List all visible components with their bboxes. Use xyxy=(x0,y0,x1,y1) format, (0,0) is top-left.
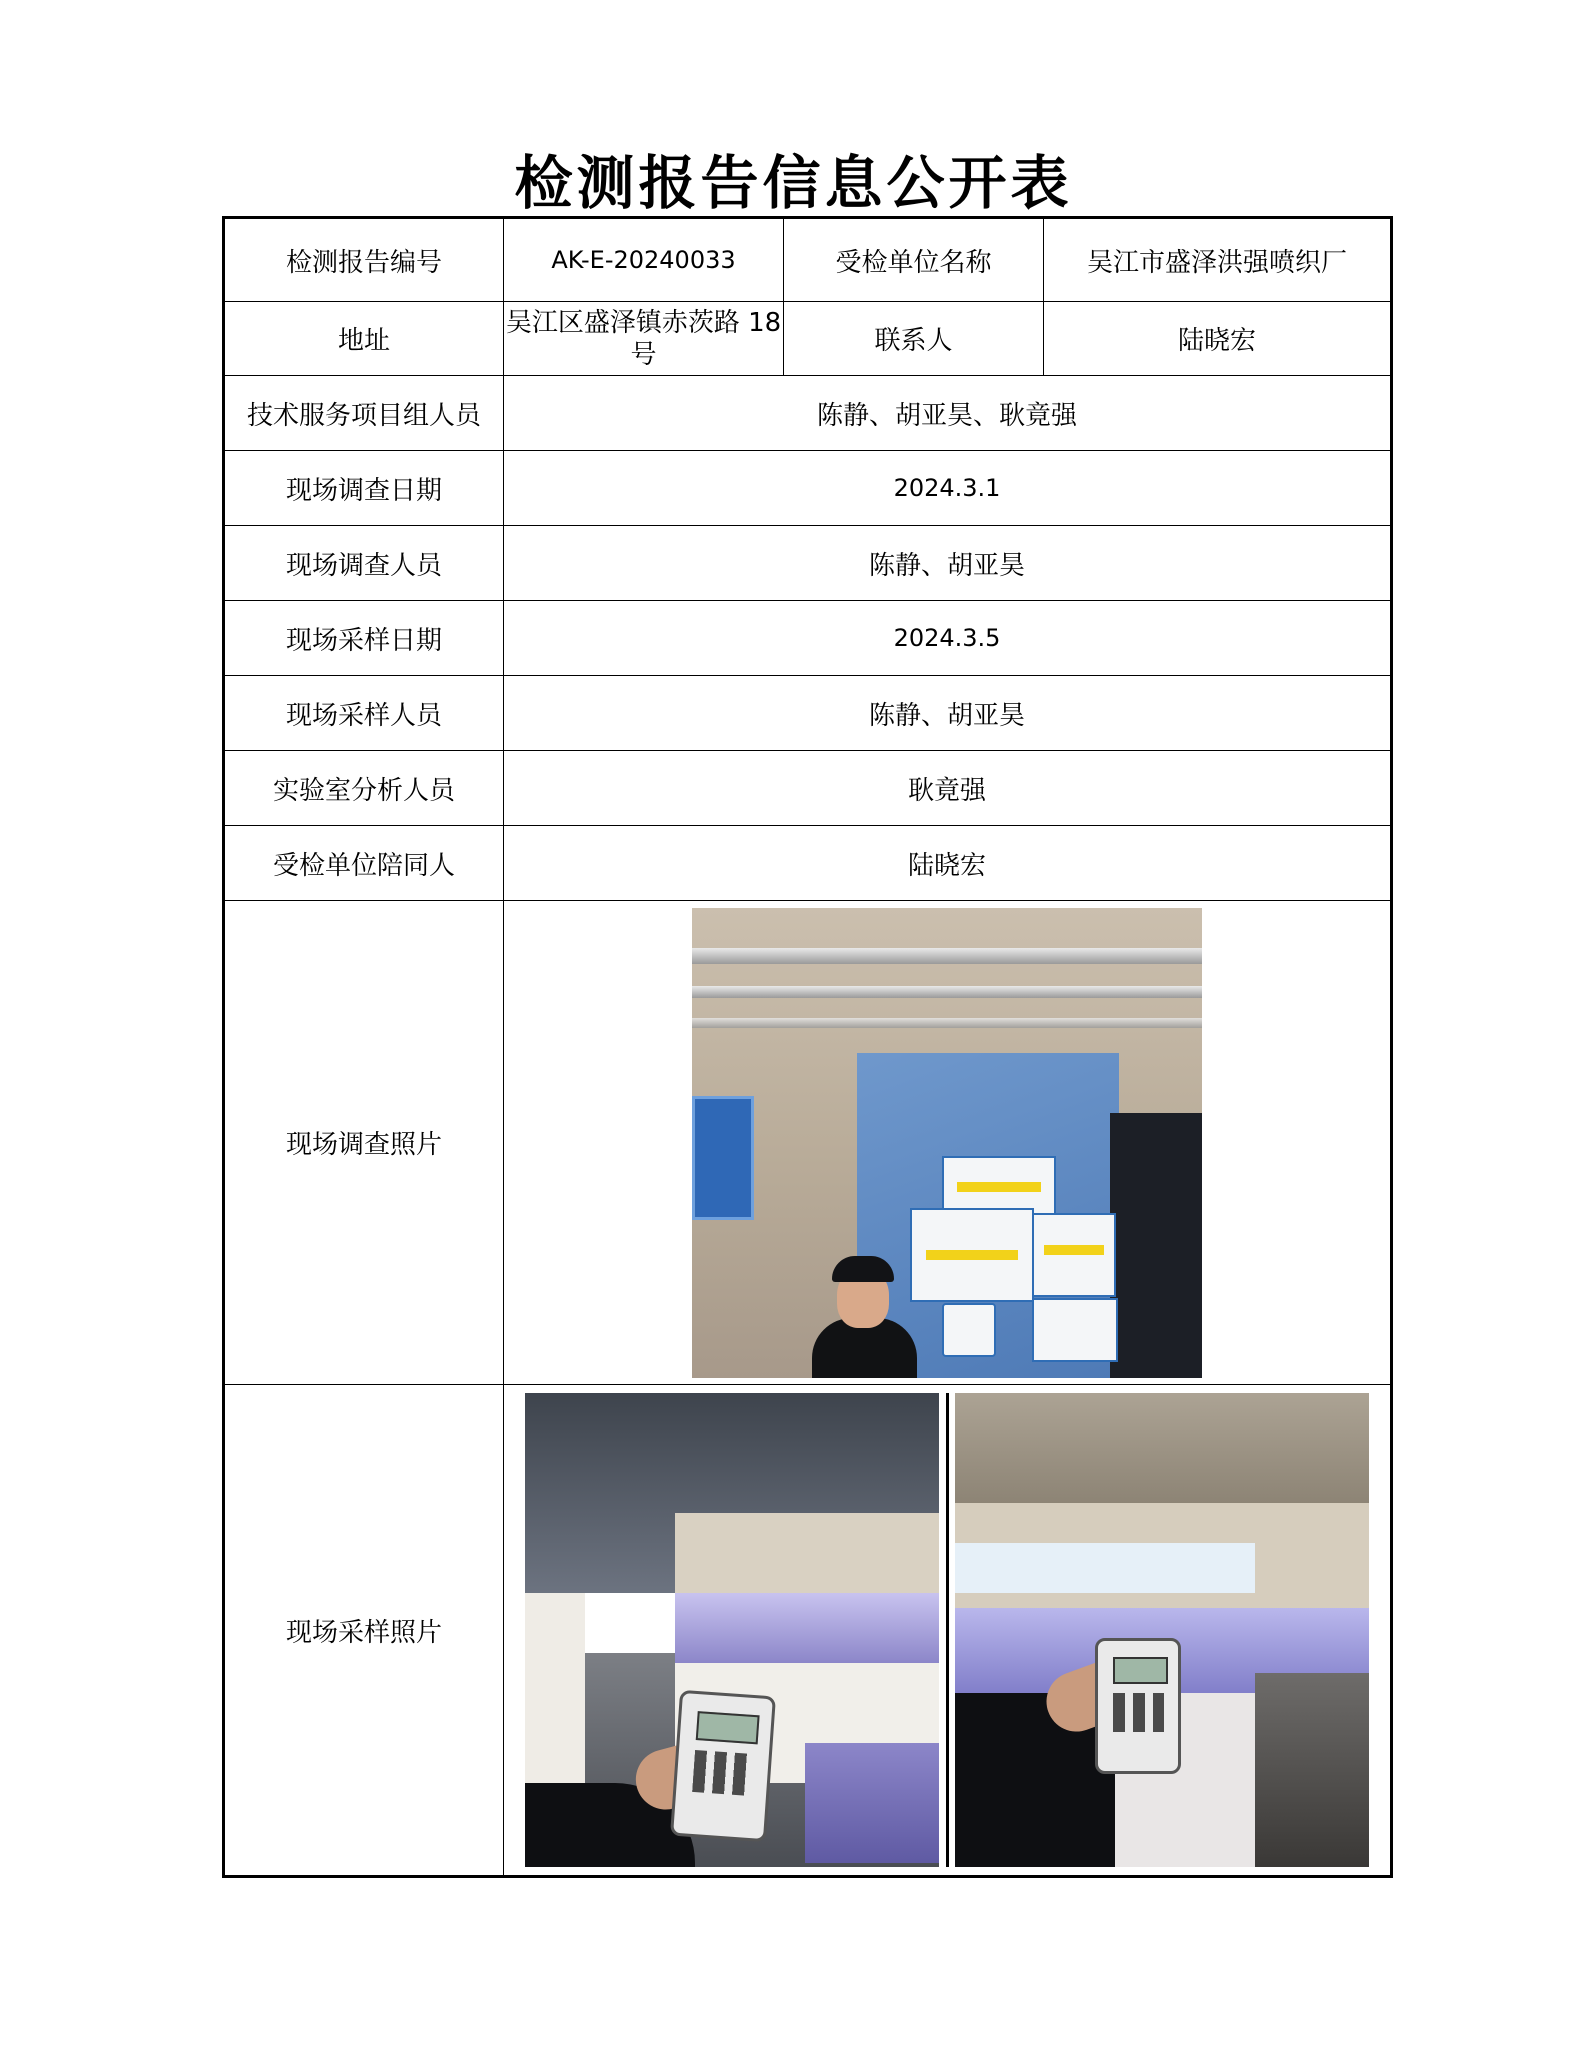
page-title: 检测报告信息公开表 xyxy=(514,149,1073,217)
lab-staff-label: 实验室分析人员 xyxy=(224,751,504,826)
sample-staff-value: 陈静、胡亚昊 xyxy=(504,676,1392,751)
table-row xyxy=(224,1385,1392,1877)
sample-photo-cell xyxy=(504,1385,1392,1877)
sample-date-value: 2024.3.5 xyxy=(504,601,1392,676)
table-row xyxy=(224,302,1392,376)
table-row xyxy=(224,826,1392,901)
table-row xyxy=(224,451,1392,526)
table-row xyxy=(224,901,1392,1385)
table-row xyxy=(224,376,1392,451)
survey-staff-label: 现场调查人员 xyxy=(224,526,504,601)
escort-label: 受检单位陪同人 xyxy=(224,826,504,901)
table-row xyxy=(224,218,1392,302)
table-row xyxy=(224,751,1392,826)
sample-staff-label: 现场采样人员 xyxy=(224,676,504,751)
notice-board xyxy=(692,1096,754,1220)
escort-value: 陆晓宏 xyxy=(504,826,1392,901)
sample-date-label: 现场采样日期 xyxy=(224,601,504,676)
contact-label: 联系人 xyxy=(784,302,1044,376)
survey-photo-label: 现场调查照片 xyxy=(224,901,504,1385)
sample-photo-label: 现场采样照片 xyxy=(224,1385,504,1877)
contact-value: 陆晓宏 xyxy=(1044,302,1392,376)
lab-staff-value: 耿竟强 xyxy=(504,751,1392,826)
table-row xyxy=(224,601,1392,676)
sampling-photo-2 xyxy=(955,1393,1369,1867)
table-row xyxy=(224,526,1392,601)
report-table xyxy=(222,216,1393,1878)
unit-name-value: 吴江市盛泽洪强喷织厂 xyxy=(1044,218,1392,302)
unit-name-label: 受检单位名称 xyxy=(784,218,1044,302)
survey-date-label: 现场调查日期 xyxy=(224,451,504,526)
report-no-value: AK-E-20240033 xyxy=(504,218,784,302)
address-value: 吴江区盛泽镇赤茨路 18 号 xyxy=(504,302,784,376)
team-label: 技术服务项目组人员 xyxy=(224,376,504,451)
survey-photo-cell xyxy=(504,901,1392,1385)
survey-photo xyxy=(692,908,1202,1378)
report-no-label: 检测报告编号 xyxy=(224,218,504,302)
address-label: 地址 xyxy=(224,302,504,376)
table-row xyxy=(224,676,1392,751)
team-value: 陈静、胡亚昊、耿竟强 xyxy=(504,376,1392,451)
sound-level-meter-icon xyxy=(670,1690,776,1842)
survey-date-value: 2024.3.1 xyxy=(504,451,1392,526)
survey-staff-value: 陈静、胡亚昊 xyxy=(504,526,1392,601)
sound-level-meter-icon xyxy=(1095,1638,1181,1774)
sampling-photo-1 xyxy=(525,1393,939,1867)
